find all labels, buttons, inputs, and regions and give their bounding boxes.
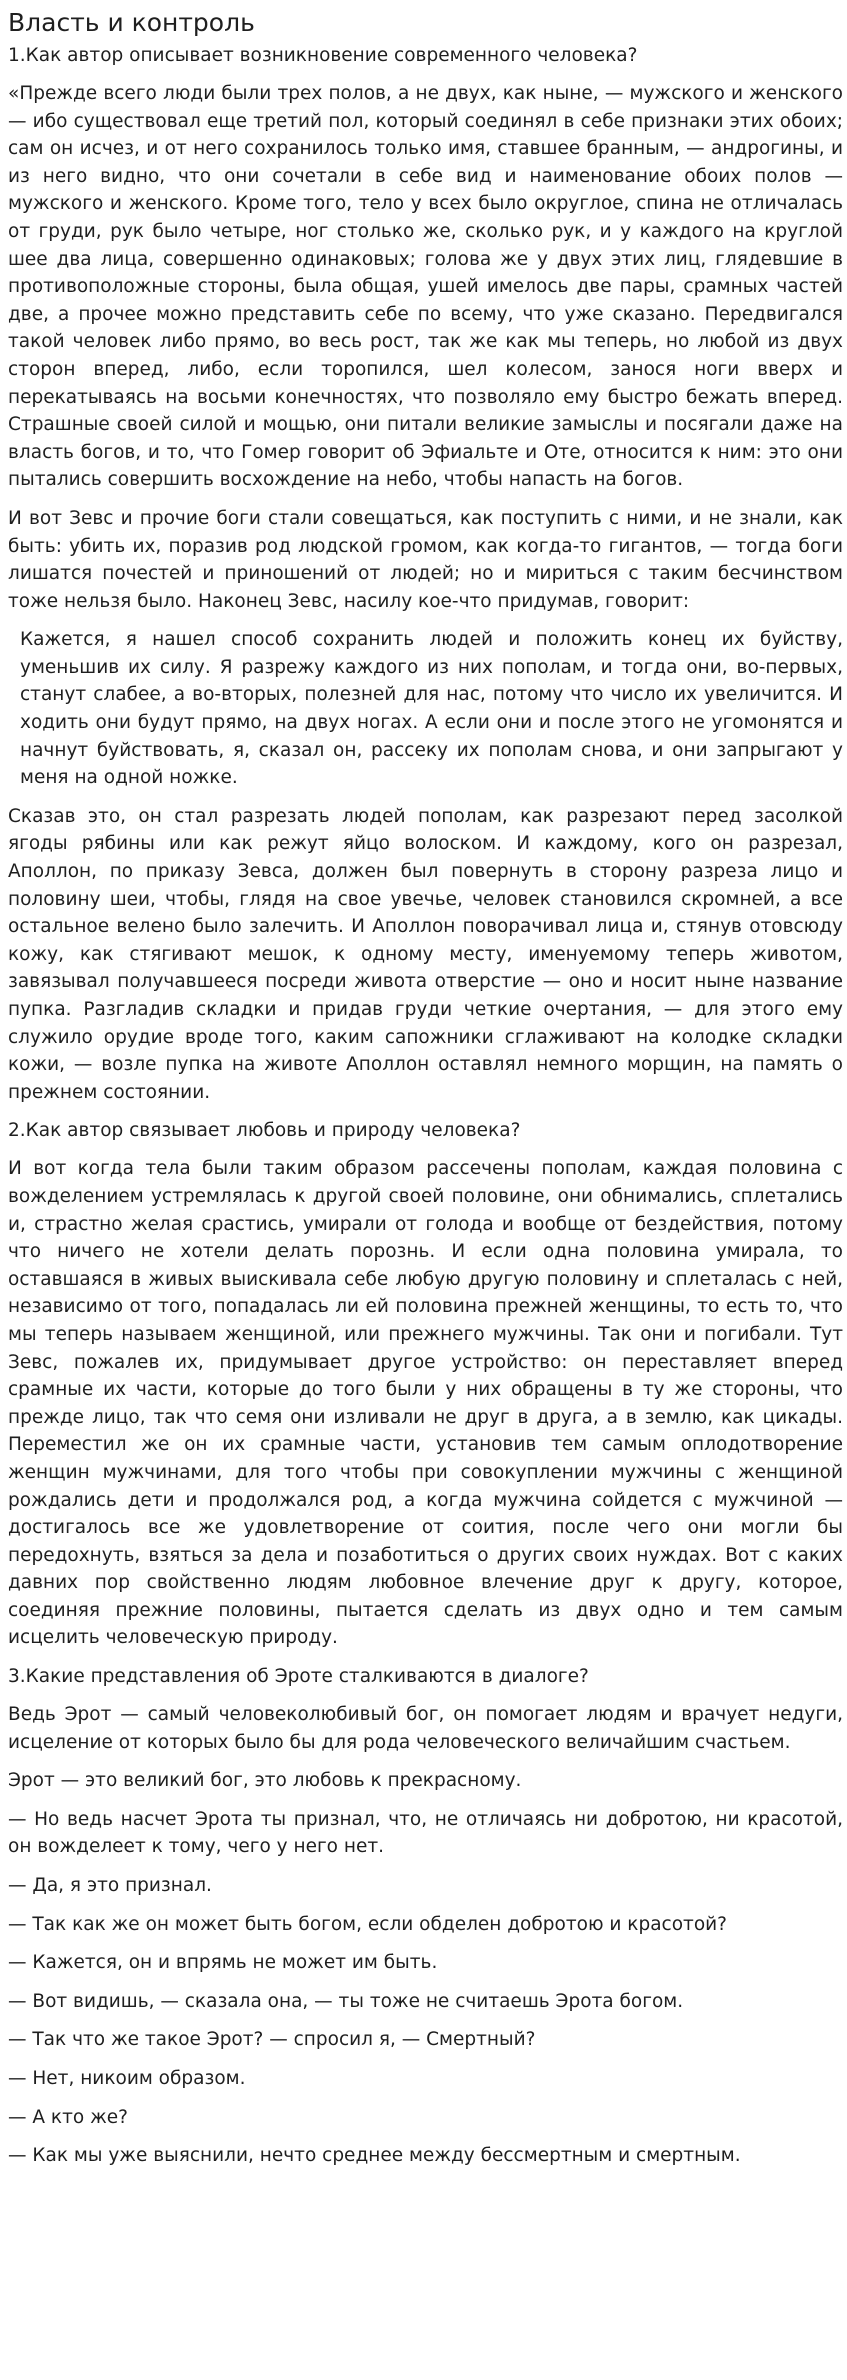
paragraph-origin-of-humans: «Прежде всего люди были трех полов, а не двух, как ныне, — мужского и женского — ибо существовал еще третий пол, который соединял в себе признаки этих обоих; сам он исчез, и от него сохранилось только имя, ставшее бранным, — андрогины, и из него видно, что они сочетали в себе вид и наименование обоих полов — мужского и женского. Кроме того, тело у всех было округлое, спина не отличалась от груди, рук было четыре, ног столько же, сколько рук, и у каждого на круглой шее два лица, совершенно одинаковых; голова же у двух этих лиц, глядевшие в противоположные стороны, была общая, ушей имелось две пары, срамных частей две, а прочее можно представить себе по всему, что уже сказано. Передвигался такой человек либо прямо, во весь рост, так же как мы теперь, но любой из двух сторон вперед, либо, если торопился, шел колесом, занося ноги вверх и перекатываясь на восьми конечностях, что позволяло ему быстро бежать вперед. Страшные своей силой и мощью, они питали великие замыслы и посягали даже на власть богов, и то, что Гомер говорит об Эфиальте и Оте, относится к ним: это они пытались совершить восхождение на небо, чтобы напасть на богов. (8, 83, 843, 491)
paragraph-apollo-healing: Сказав это, он стал разрезать людей пополам, как разрезают перед засолкой ягоды рябины или как режут яйцо волоском. И каждому, кого он разрезал, Аполлон, по приказу Зевса, должен был повернуть в сторону разреза лицо и половину шеи, чтобы, глядя на свое увечье, человек становился скромней, а все остальное велено было залечить. И Аполлон поворачивал лица и, стянув отовсюду кожу, как стягивают мешок, к одному месту, именуемому теперь животом, завязывал получавшееся посреди живота отверстие — оно и носит ныне название пупка. Разгладив складки и придав груди четкие очертания, — для этого ему служило орудие вроде того, каким сапожники сглаживают на колодке складки кожи, — возле пупка на животе Аполлон оставлял немного морщин, на память о прежнем состоянии. (8, 805, 843, 1103)
dialog-line: — Да, я это признал. (8, 1875, 212, 1897)
dialog-line: — Кажется, он и впрямь не может им быть. (8, 1952, 438, 1974)
dialog-line: Эрот — это великий бог, это любовь к прекрасному. (8, 1770, 522, 1792)
dialog-line: — А кто же? (8, 2106, 128, 2128)
page-title: Власть и контроль (8, 8, 255, 37)
paragraph-love-and-nature: И вот когда тела были таким образом рассечены пополам, каждая половина с вожделением устремлялась к другой своей половине, они обнимались, сплетались и, страстно желая срастись, умирали от голода и вообще от бездействия, потому что ничего не хотели делать порознь. И если одна половина умирала, то оставшаяся в живых выискивала себе любую другую половину и сплеталась с ней, независимо от того, попадалась ли ей половина прежней женщины, то есть то, что мы теперь называем женщиной, или прежнего мужчины. Так они и погибали. Тут Зевс, пожалев их, придумывает другое устройство: он переставляет вперед срамные их части, которые до того были у них обращены в ту же стороны, что прежде лицо, так что семя они изливали не друг в друга, а в землю, как цикады. Переместил же он их срамные части, установив тем самым оплодотворение женщин мужчинами, для того чтобы при совокуплении мужчины с женщиной рождались дети и продолжался род, а когда мужчина сойдется с мужчиной — достигалось все же удовлетворение от соития, после чего они могли бы передохнуть, взяться за дела и позаботиться о других своих нуждах. Вот с каких давних пор свойственно людям любовное влечение друг к другу, которое, соединяя прежние половины, пытается сделать из двух одно и тем самым исцелить человеческую природу. (8, 1158, 843, 1649)
dialog-line: — Вот видишь, — сказала она, — ты тоже не считаешь Эрота богом. (8, 1990, 684, 2012)
question-2: 2.Как автор связывает любовь и природу человека? (8, 1120, 521, 1142)
question-3: 3.Какие представления об Эроте сталкиваются в диалоге? (8, 1666, 589, 1688)
dialog-line: — Так что же такое Эрот? — спросил я, — Смертный? (8, 2029, 536, 2051)
dialog-line: — Но ведь насчет Эрота ты признал, что, не отличаясь ни добротою, ни красотой, он вожделеет к тому, чего у него нет. (8, 1808, 843, 1858)
paragraph-zeus-speech: Кажется, я нашел способ сохранить людей и положить конец их буйству, уменьшив их силу. Я разрежу каждого из них пополам, и тогда они, во-первых, станут слабее, а во-вторых, полезней для нас, потому что число их увеличится. И ходить они будут прямо, на двух ногах. А если они и после этого не угомонятся и начнут буйствовать, я, сказал он, рассеку их пополам снова, и они запрыгают у меня на одной ножке. (20, 629, 843, 789)
paragraph-gods-council: И вот Зевс и прочие боги стали совещаться, как поступить с ними, и не знали, как быть: убить их, поразив род людской громом, как когда-то гигантов, — тогда боги лишатся почестей и приношений от людей; но и мириться с таким бесчинством тоже нельзя было. Наконец Зевс, насилу кое-что придумав, говорит: (8, 507, 843, 612)
dialog-line: — Как мы уже выяснили, нечто среднее между бессмертным и смертным. (8, 2145, 741, 2167)
question-1: 1.Как автор описывает возникновение современного человека? (8, 45, 638, 66)
dialog-line: — Так как же он может быть богом, если обделен добротою и красотой? (8, 1913, 727, 1935)
dialog-line: — Нет, никоим образом. (8, 2068, 246, 2089)
paragraph-eros-philanthropic: Ведь Эрот — самый человеколюбивый бог, он помогает людям и врачует недуги, исцеление от которых было бы для рода человеческого величайшим счастьем. (8, 1704, 843, 1753)
